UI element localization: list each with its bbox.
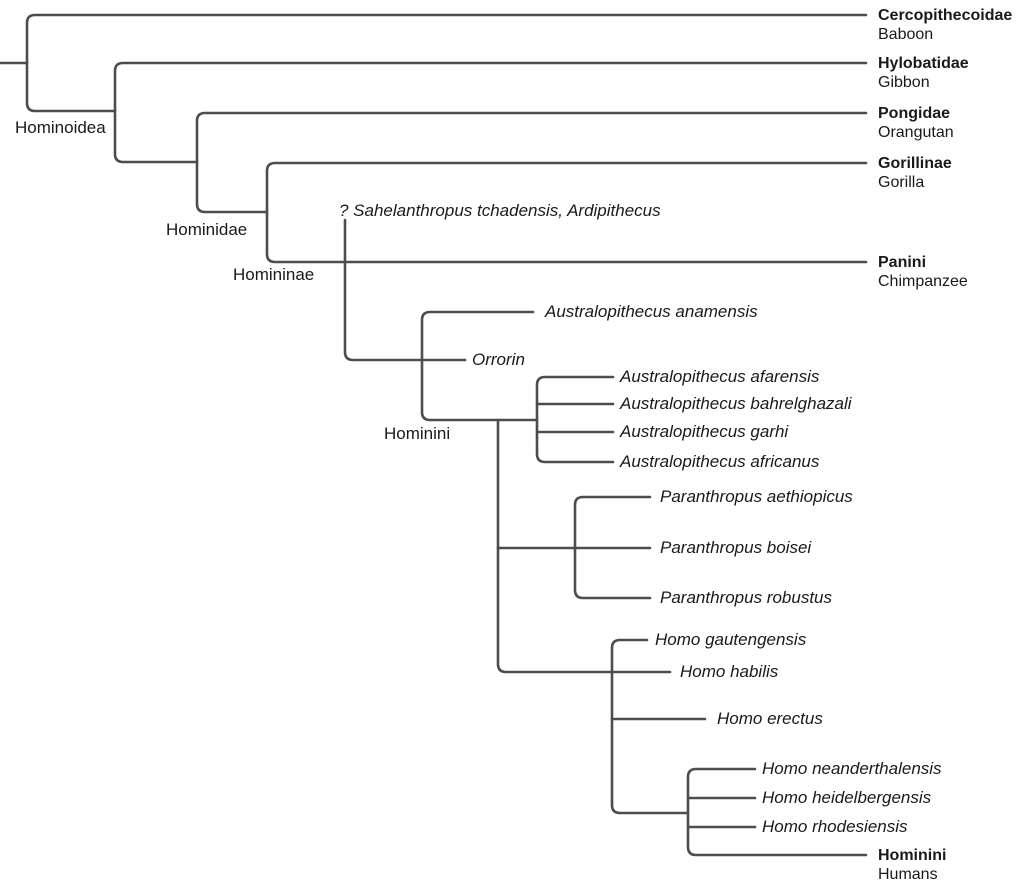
taxon-cercopithecoidae <box>878 6 1012 44</box>
label-hominini: Hominini <box>384 424 451 443</box>
label-erectus: Homo erectus <box>717 709 823 728</box>
taxon-hominini-humans <box>878 846 946 884</box>
taxon-common: Baboon <box>878 26 934 43</box>
label-hominoidea: Hominoidea <box>15 118 106 137</box>
label-hominidae: Hominidae <box>166 220 248 239</box>
taxon-name: Gorillinae <box>878 155 952 172</box>
label-neanderthalensis: Homo neanderthalensis <box>762 759 942 778</box>
label-orrorin: Orrorin <box>472 350 525 369</box>
label-rhodesiensis: Homo rhodesiensis <box>762 817 908 836</box>
label-garhi: Australopithecus garhi <box>620 422 789 441</box>
label-robustus: Paranthropus robustus <box>660 588 832 607</box>
taxon-common: Gorilla <box>878 174 925 191</box>
taxon-common: Chimpanzee <box>878 273 968 290</box>
label-heidelbergensis: Homo heidelbergensis <box>762 788 932 807</box>
label-homininae: Homininae <box>233 265 315 284</box>
taxon-gorillinae <box>878 154 952 192</box>
clade-bar-homo <box>612 640 688 813</box>
taxon-name: Pongidae <box>878 105 951 122</box>
taxon-common: Gibbon <box>878 74 930 91</box>
taxon-common: Humans <box>878 866 938 883</box>
taxon-name: Hylobatidae <box>878 55 969 72</box>
label-bahrelghazali: Australopithecus bahrelghazali <box>620 394 852 413</box>
taxon-hylobatidae <box>878 54 969 92</box>
label-anamensis: Australopithecus anamensis <box>545 302 758 321</box>
taxon-panini <box>878 253 968 291</box>
label-habilis: Homo habilis <box>680 662 779 681</box>
taxon-common: Orangutan <box>878 124 954 141</box>
taxon-name: Cercopithecoidae <box>878 7 1013 24</box>
label-africanus: Australopithecus africanus <box>620 452 820 471</box>
label-gautengensis: Homo gautengensis <box>655 630 807 649</box>
clade-bar-australopithecus <box>537 377 613 462</box>
label-sahelanthropus: ? Sahelanthropus tchadensis, Ardipithecus <box>339 201 661 220</box>
taxon-name: Panini <box>878 254 927 271</box>
label-aethiopicus: Paranthropus aethiopicus <box>660 487 853 506</box>
taxon-name: Hominini <box>878 847 947 864</box>
label-afarensis: Australopithecus afarensis <box>620 367 820 386</box>
clade-bar-late-homo <box>688 769 866 855</box>
label-boisei: Paranthropus boisei <box>660 538 812 557</box>
stem-hominini <box>345 220 465 360</box>
taxon-pongidae <box>878 104 954 142</box>
